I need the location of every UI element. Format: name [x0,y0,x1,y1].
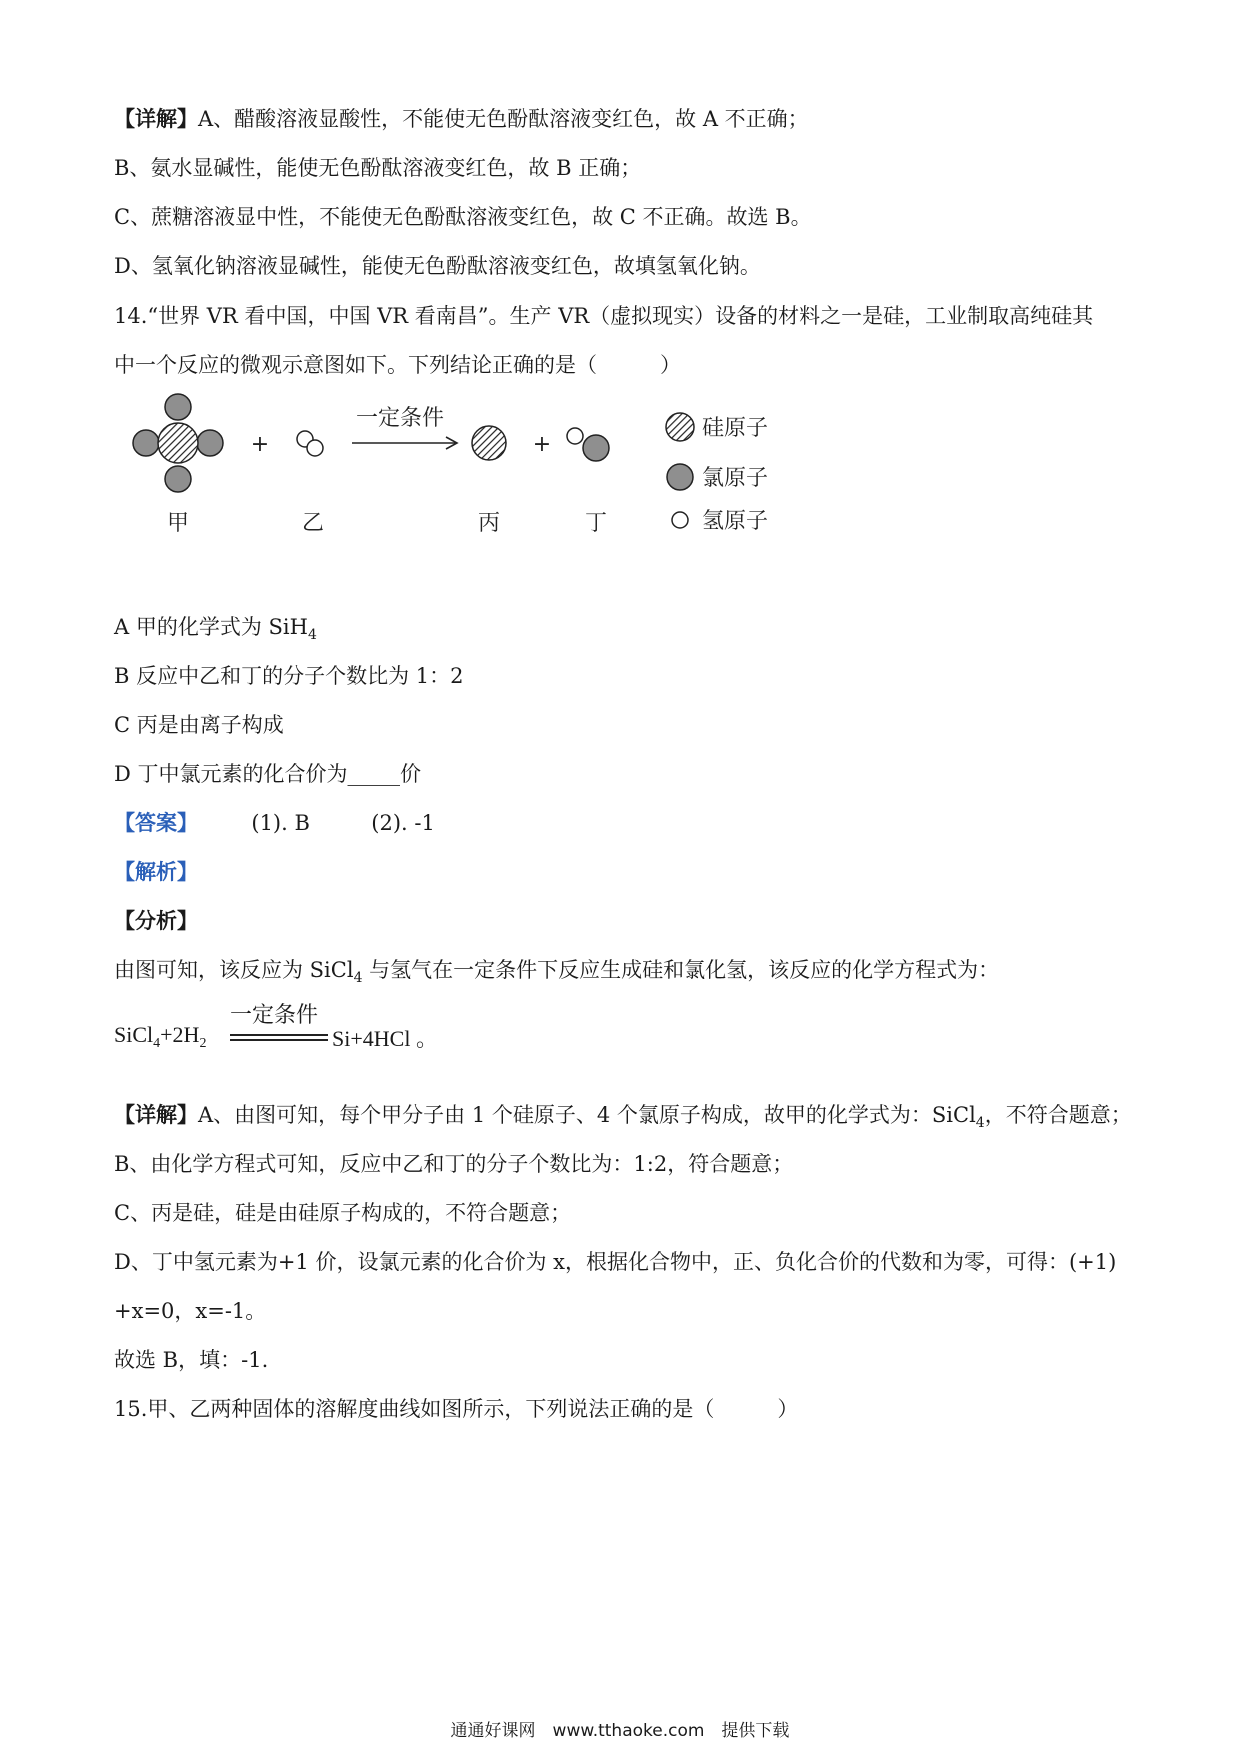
detail2-line-a: 【详解】A、由图可知，每个甲分子由 1 个硅原子、4 个氯原子构成，故甲的化学式为：SiCl$_4$，不符合题意； [114,1102,1132,1131]
legend-chlorine-label: 氯原子 [702,466,769,491]
molecule-bing-silicon [472,426,506,460]
hydrogen-atom [307,440,323,456]
reaction-diagram-svg [120,395,800,545]
detail-line-b: B、氨水显碱性，能使无色酚酞溶液变红色，故 B 正确； [114,156,642,180]
detail-line-a: 【详解】A、醋酸溶液显酸性，不能使无色酚酞溶液变红色，故 A 不正确； [114,106,809,131]
equation-reactants: $SiCl_4+2H_2$ [114,1022,207,1051]
detail2-line-c: C、丙是硅，硅是由硅原子构成的，不符合题意； [114,1201,572,1225]
detail-bracket: 【详解】 [114,106,198,131]
molecule-ding [567,428,609,461]
molecule-yi [297,431,323,456]
chlorine-atom-right [197,430,223,456]
question-14-line-1: 14.“世界 VR 看中国，中国 VR 看南昌”。生产 VR（虚拟现实）设备的材料之一是硅，工业制取高纯硅其 [114,304,1094,328]
detail-line-c: C、蔗糖溶液显中性，不能使无色酚酞溶液变红色，故 C 不正确。故选 B。 [114,205,812,229]
answer-part-1: (1). B [251,811,310,835]
chlorine-atom-bottom [165,466,191,492]
label-ding: 丁 [584,511,608,536]
molecule-jia [133,394,223,492]
chlorine-atom-left [133,430,159,456]
hydrogen-atom [567,428,583,444]
equation-equals-bar-top [230,1034,328,1036]
answer-part-2: (2). -1 [371,811,435,835]
plus-1: + [250,432,270,457]
legend-silicon-swatch [666,413,694,441]
detail2-line-d1: D、丁中氢元素为+1 价，设氯元素的化合价为 x，根据化合物中，正、负化合价的代数和为零，可得：(+1) [114,1250,1117,1274]
reaction-arrow [352,406,457,449]
legend [666,413,768,534]
legend-silicon-label: 硅原子 [702,416,769,441]
label-bing: 丙 [477,511,501,536]
footer-watermark: 通通好课网 www.tthaoke.com 提供下载 [450,1721,790,1741]
label-jia: 甲 [166,511,190,536]
answer-label: 【答案】 [114,810,198,835]
chemical-equation [114,1000,714,1070]
reaction-diagram [120,395,800,545]
silicon-atom [158,423,198,463]
plus-2: + [532,432,552,457]
arrow-condition: 一定条件 [355,406,445,431]
detail-line-d: D、氢氧化钠溶液显碱性，能使无色酚酞溶液变红色，故填氢氧化钠。 [114,254,761,278]
equation-products: Si+4HCl 。 [332,1026,438,1051]
equation-condition: 一定条件 [230,1003,319,1028]
detail2-line-b: B、由化学方程式可知，反应中乙和丁的分子个数比为：1:2，符合题意； [114,1152,794,1176]
option-d: D 丁中氯元素的化合价为_____价 [114,762,422,786]
fenxi-label: 【分析】 [114,908,198,933]
question-14-line-2: 中一个反应的微观示意图如下。下列结论正确的是（ ） [114,353,681,377]
legend-hydrogen-label: 氢原子 [702,509,769,534]
equation-equals-bar-bottom [230,1039,328,1041]
legend-hydrogen-swatch [672,512,688,528]
conclusion-line: 故选 B，填：-1. [114,1348,269,1372]
chlorine-atom [583,435,609,461]
option-c: C 丙是由离子构成 [114,713,284,737]
label-yi: 乙 [301,511,325,536]
question-15: 15.甲、乙两种固体的溶解度曲线如图所示，下列说法正确的是（ ） [114,1397,799,1421]
jiexi-label: 【解析】 [114,859,198,884]
option-a: A 甲的化学式为 SiH$_4$ [114,615,317,643]
chlorine-atom-top [165,394,191,420]
detail2-line-d2: +x=0，x=-1。 [114,1299,267,1323]
legend-chlorine-swatch [667,464,693,490]
answer-line [114,808,435,838]
option-b: B 反应中乙和丁的分子个数比为 1：2 [114,664,464,688]
analysis-line: 由图可知，该反应为 SiCl$_4$ 与氢气在一定条件下反应生成硅和氯化氢，该反应的化学方程式为： [114,958,1000,986]
